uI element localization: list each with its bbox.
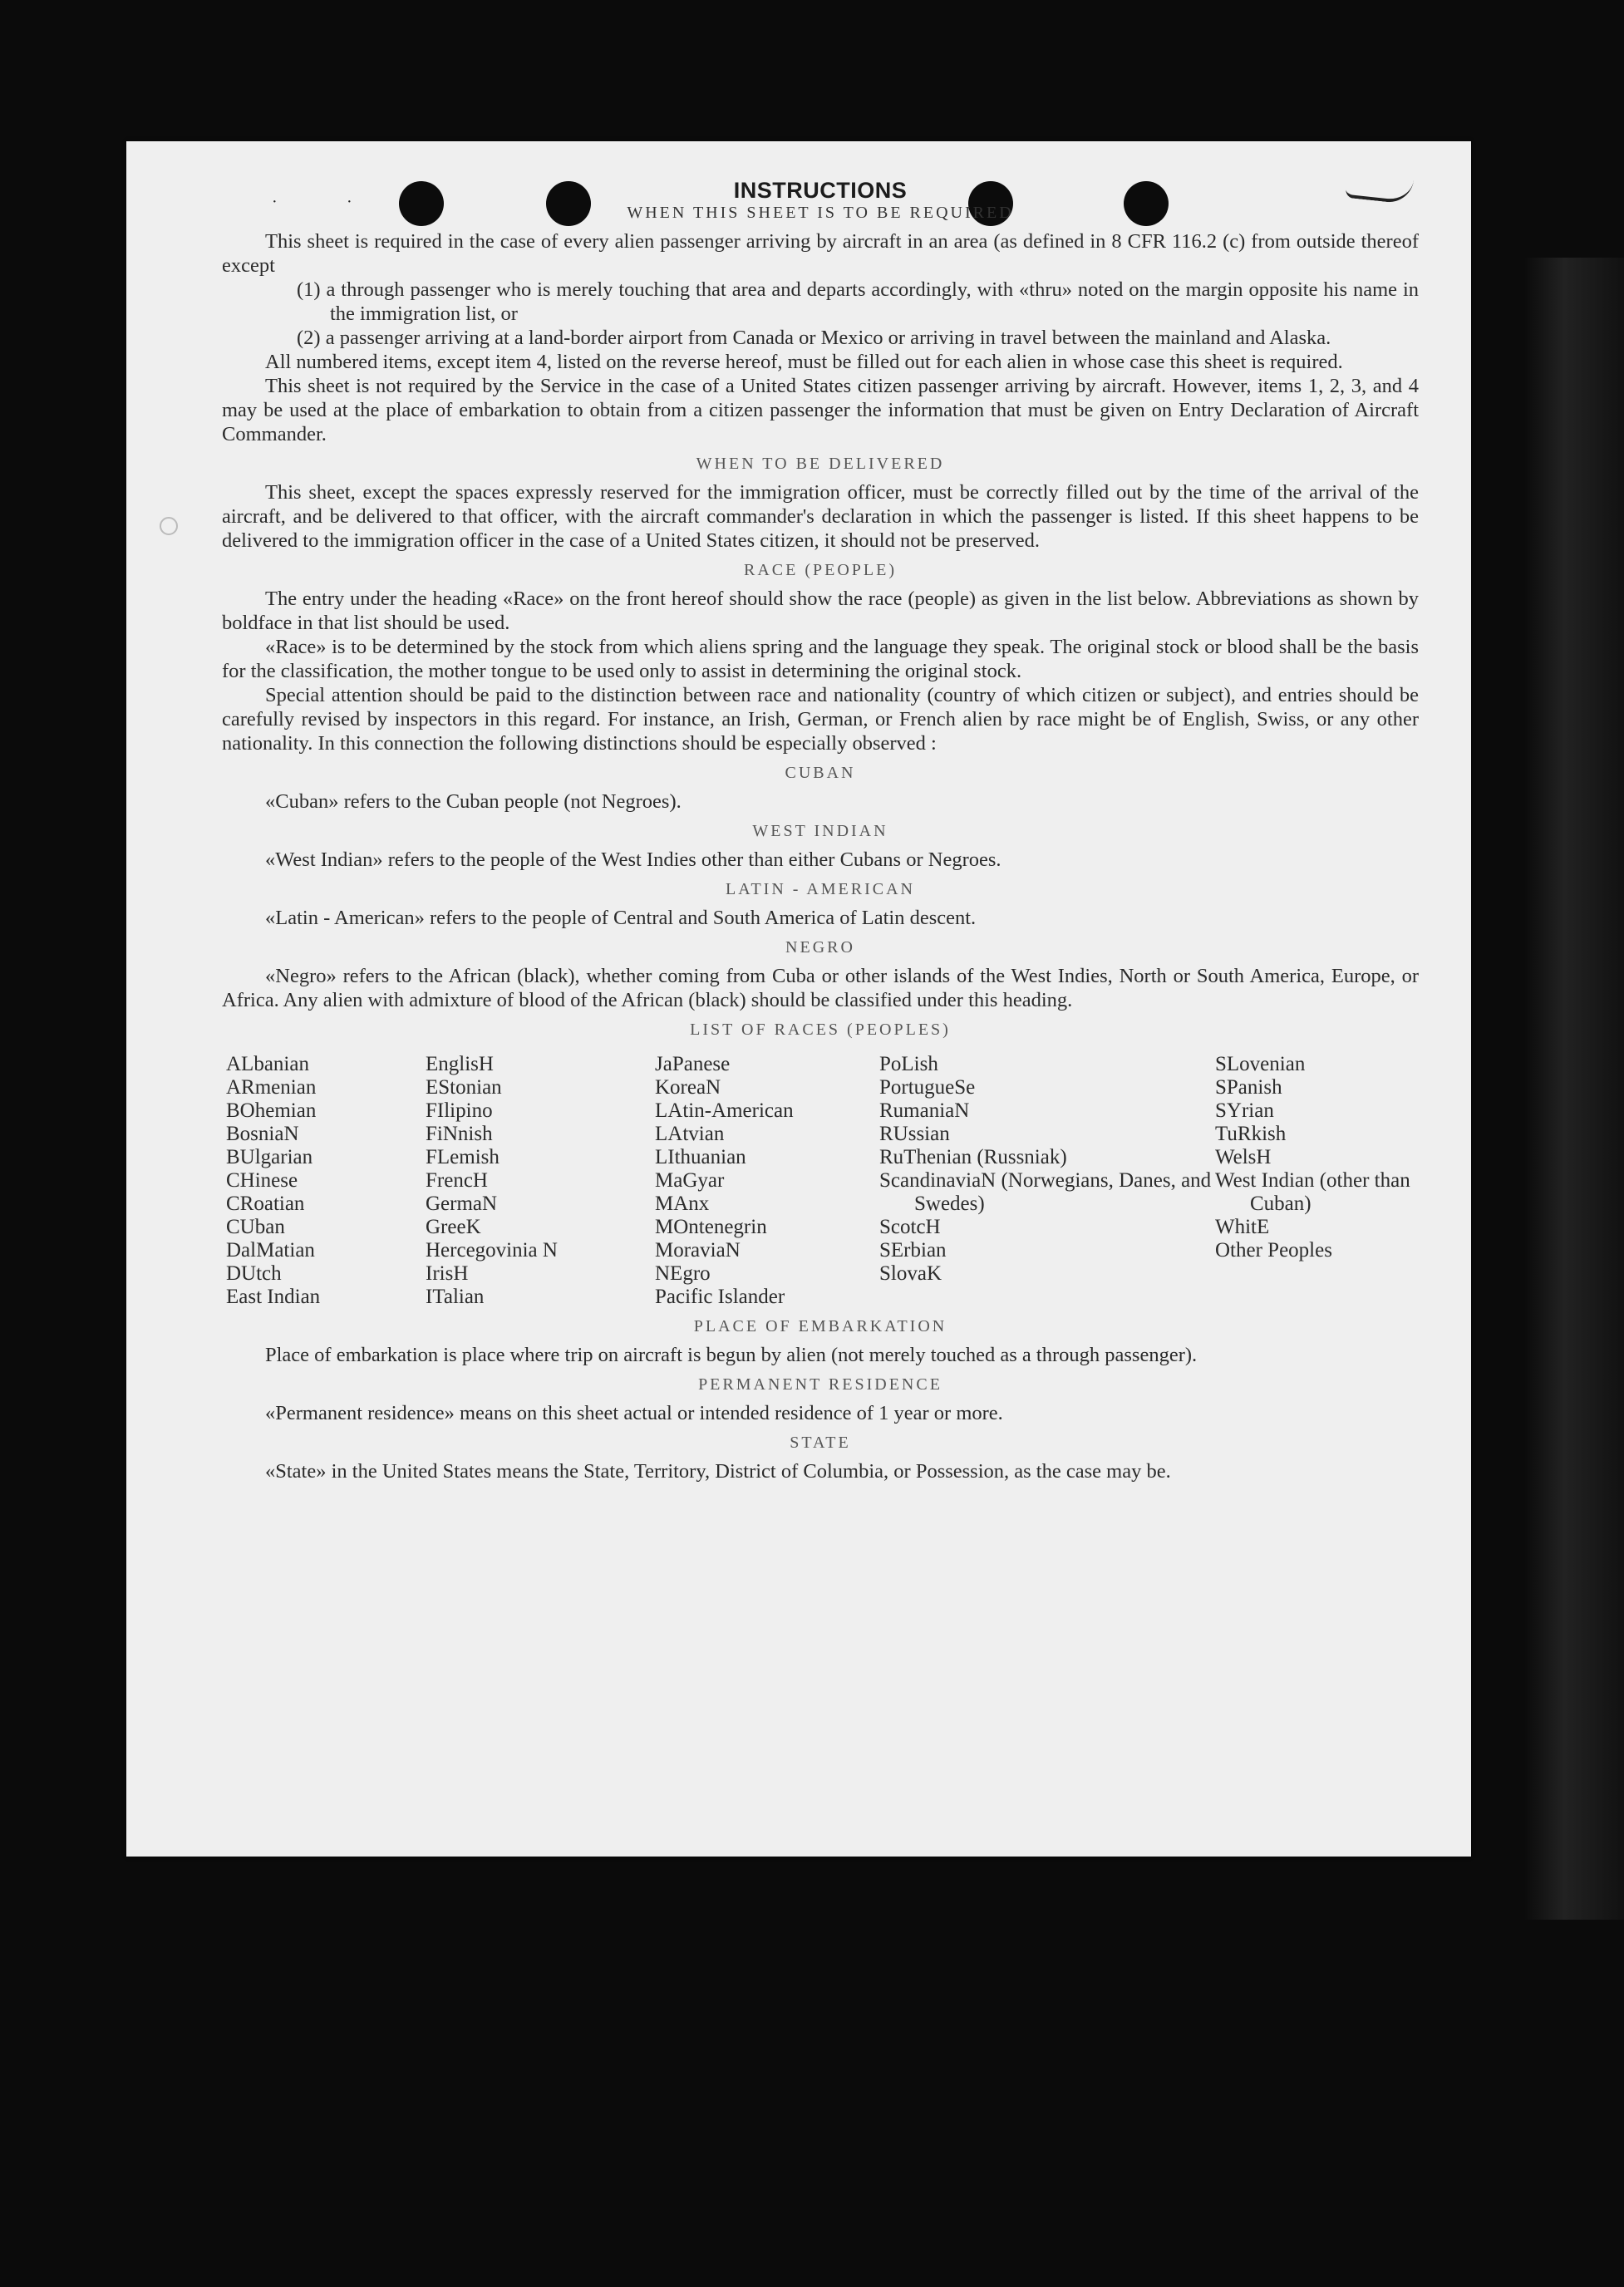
race-entry: RUssian: [879, 1123, 950, 1145]
section-heading: LIST OF RACES (PEOPLES): [690, 1021, 951, 1039]
races-column: [426, 1053, 655, 1309]
race-entry: PoLish: [879, 1053, 938, 1075]
race-entry: ALbanian: [226, 1053, 309, 1075]
section-heading: WHEN TO BE DELIVERED: [696, 455, 945, 473]
section-heading: PLACE OF EMBARKATION: [693, 1317, 947, 1335]
race-entry: East Indian: [226, 1286, 321, 1308]
race-entry: GermaN: [426, 1193, 498, 1215]
race-entry: FLemish: [426, 1146, 500, 1168]
section-heading: WHEN THIS SHEET IS TO BE REQUIRED: [627, 204, 1014, 222]
race-entry: RumaniaN: [879, 1099, 970, 1122]
race-entry: CRoatian: [226, 1193, 305, 1215]
race-entry: FIlipino: [426, 1099, 493, 1122]
race-entry: DUtch: [226, 1262, 282, 1285]
margin-stamp-mark: [160, 517, 178, 535]
paragraph: «State» in the United States means the State, Territory, District of Columbia, or Possession, as the case may be.: [265, 1460, 1171, 1483]
race-entry: EStonian: [426, 1076, 502, 1099]
paragraph: «West Indian» refers to the people of the West Indies other than either Cubans or Negroes.: [265, 848, 1001, 871]
section-heading: WEST INDIAN: [752, 822, 888, 840]
paragraph: This sheet is not required by the Service in the case of a United States citizen passenger arriving by aircraft. However, items 1, 2, 3, and 4 may be used at the place of embarkation to obtain from a citizen passenger the information that must be given on Entry Declaration of Aircraft Commander.: [222, 375, 1419, 445]
race-entry: LIthuanian: [655, 1146, 746, 1168]
races-list: [226, 1053, 1419, 1309]
race-entry: NEgro: [655, 1262, 711, 1285]
section-heading: CUBAN: [785, 764, 856, 782]
race-entry: ScandinaviaN (Norwegians, Danes, and Swedes): [879, 1169, 1212, 1215]
race-entry: RuThenian (Russniak): [879, 1146, 1067, 1168]
race-entry: SYrian: [1215, 1099, 1274, 1122]
races-column: [655, 1053, 879, 1309]
race-entry: ARmenian: [226, 1076, 317, 1099]
race-entry: PortugueSe: [879, 1076, 976, 1099]
race-entry: BUlgarian: [226, 1146, 313, 1168]
race-entry: DalMatian: [226, 1239, 315, 1262]
race-entry: SlovaK: [879, 1262, 942, 1285]
section-heading: LATIN - AMERICAN: [726, 880, 915, 898]
race-entry: LAtin-American: [655, 1099, 794, 1122]
paragraph: This sheet is required in the case of every alien passenger arriving by aircraft in an area (as defined in 8 CFR 116.2 (c) from outside thereof except: [222, 230, 1419, 277]
races-column: [879, 1053, 1215, 1309]
section-heading: RACE (PEOPLE): [744, 561, 897, 579]
race-entry: CUban: [226, 1216, 285, 1238]
race-entry: KoreaN: [655, 1076, 721, 1099]
paragraph: «Permanent residence» means on this sheet actual or intended residence of 1 year or more.: [265, 1402, 1003, 1424]
race-entry: ScotcH: [879, 1216, 941, 1238]
race-entry: SErbian: [879, 1239, 947, 1262]
race-entry: Other Peoples: [1215, 1239, 1332, 1262]
punch-tick-mark: ·: [272, 193, 278, 211]
race-entry: MoraviaN: [655, 1239, 741, 1262]
race-entry: TuRkish: [1215, 1123, 1287, 1145]
paragraph: The entry under the heading «Race» on the front hereof should show the race (people) as given in the list below. Abbreviations as shown by boldface in that list should be used.: [222, 588, 1419, 634]
race-entry: CHinese: [226, 1169, 298, 1192]
paragraph: «Latin - American» refers to the people of Central and South America of Latin descent.: [265, 907, 977, 929]
film-edge-strip: [1524, 258, 1624, 1920]
race-entry: FrencH: [426, 1169, 488, 1192]
race-entry: LAtvian: [655, 1123, 725, 1145]
races-column: [226, 1053, 426, 1309]
exception-item: (1) a through passenger who is merely touching that area and departs accordingly, with «thru» noted on the margin opposite his name in the immigration list, or: [297, 278, 1419, 325]
page-title: INSTRUCTIONS: [733, 178, 908, 203]
race-entry: BOhemian: [226, 1099, 317, 1122]
paragraph: «Cuban» refers to the Cuban people (not Negroes).: [265, 790, 682, 813]
race-entry: Pacific Islander: [655, 1286, 785, 1308]
race-entry: SPanish: [1215, 1076, 1282, 1099]
race-entry: MOntenegrin: [655, 1216, 767, 1238]
punch-tick-mark: ·: [347, 193, 352, 211]
section-heading: PERMANENT RESIDENCE: [698, 1375, 942, 1394]
exception-item: (2) a passenger arriving at a land-border airport from Canada or Mexico or arriving in travel between the mainland and Alaska.: [297, 327, 1331, 349]
races-column: [1215, 1053, 1423, 1309]
race-entry: GreeK: [426, 1216, 481, 1238]
race-entry: Hercegovinia N: [426, 1239, 558, 1262]
race-entry: MAnx: [655, 1193, 710, 1215]
race-entry: ITalian: [426, 1286, 485, 1308]
paragraph: «Negro» refers to the African (black), whether coming from Cuba or other islands of the West Indies, North or South America, Europe, or Africa. Any alien with admixture of blood of the African (black) should be classified under this heading.: [222, 965, 1419, 1011]
race-entry: FiNnish: [426, 1123, 493, 1145]
paragraph: «Race» is to be determined by the stock from which aliens spring and the language they speak. The original stock or blood shall be the basis for the classification, the mother tongue to be used only to assist in determining the original stock.: [222, 636, 1419, 682]
paragraph: Special attention should be paid to the distinction between race and nationality (country of which citizen or subject), and entries should be carefully revised by inspectors in this regard. For instance, an Irish, German, or French alien by race might be of English, Swiss, or any other nationality. In this connection the following distinctions should be especially observed :: [222, 684, 1419, 755]
paragraph: Place of embarkation is place where trip on aircraft is begun by alien (not merely touched as a through passenger).: [265, 1344, 1198, 1366]
race-entry: BosniaN: [226, 1123, 299, 1145]
section-heading: STATE: [790, 1434, 851, 1452]
race-entry: JaPanese: [655, 1053, 731, 1075]
instruction-sheet: [126, 141, 1471, 1857]
race-entry: SLovenian: [1215, 1053, 1306, 1075]
race-entry: EnglisH: [426, 1053, 494, 1075]
race-entry: IrisH: [426, 1262, 469, 1285]
document-body: [222, 171, 1419, 1483]
race-entry: West Indian (other than Cuban): [1215, 1169, 1410, 1215]
race-entry: WhitE: [1215, 1216, 1270, 1238]
paragraph: This sheet, except the spaces expressly reserved for the immigration officer, must be correctly filled out by the time of the arrival of the aircraft, and be delivered to that officer, with the aircraft commander's declaration in which the passenger is listed. If this sheet happens to be delivered to the immigration officer in the case of a United States citizen, it should not be preserved.: [222, 481, 1419, 552]
race-entry: WelsH: [1215, 1146, 1272, 1168]
race-entry: MaGyar: [655, 1169, 725, 1192]
section-heading: NEGRO: [785, 938, 855, 957]
paragraph: All numbered items, except item 4, listed on the reverse hereof, must be filled out for each alien in whose case this sheet is required.: [265, 351, 1343, 373]
